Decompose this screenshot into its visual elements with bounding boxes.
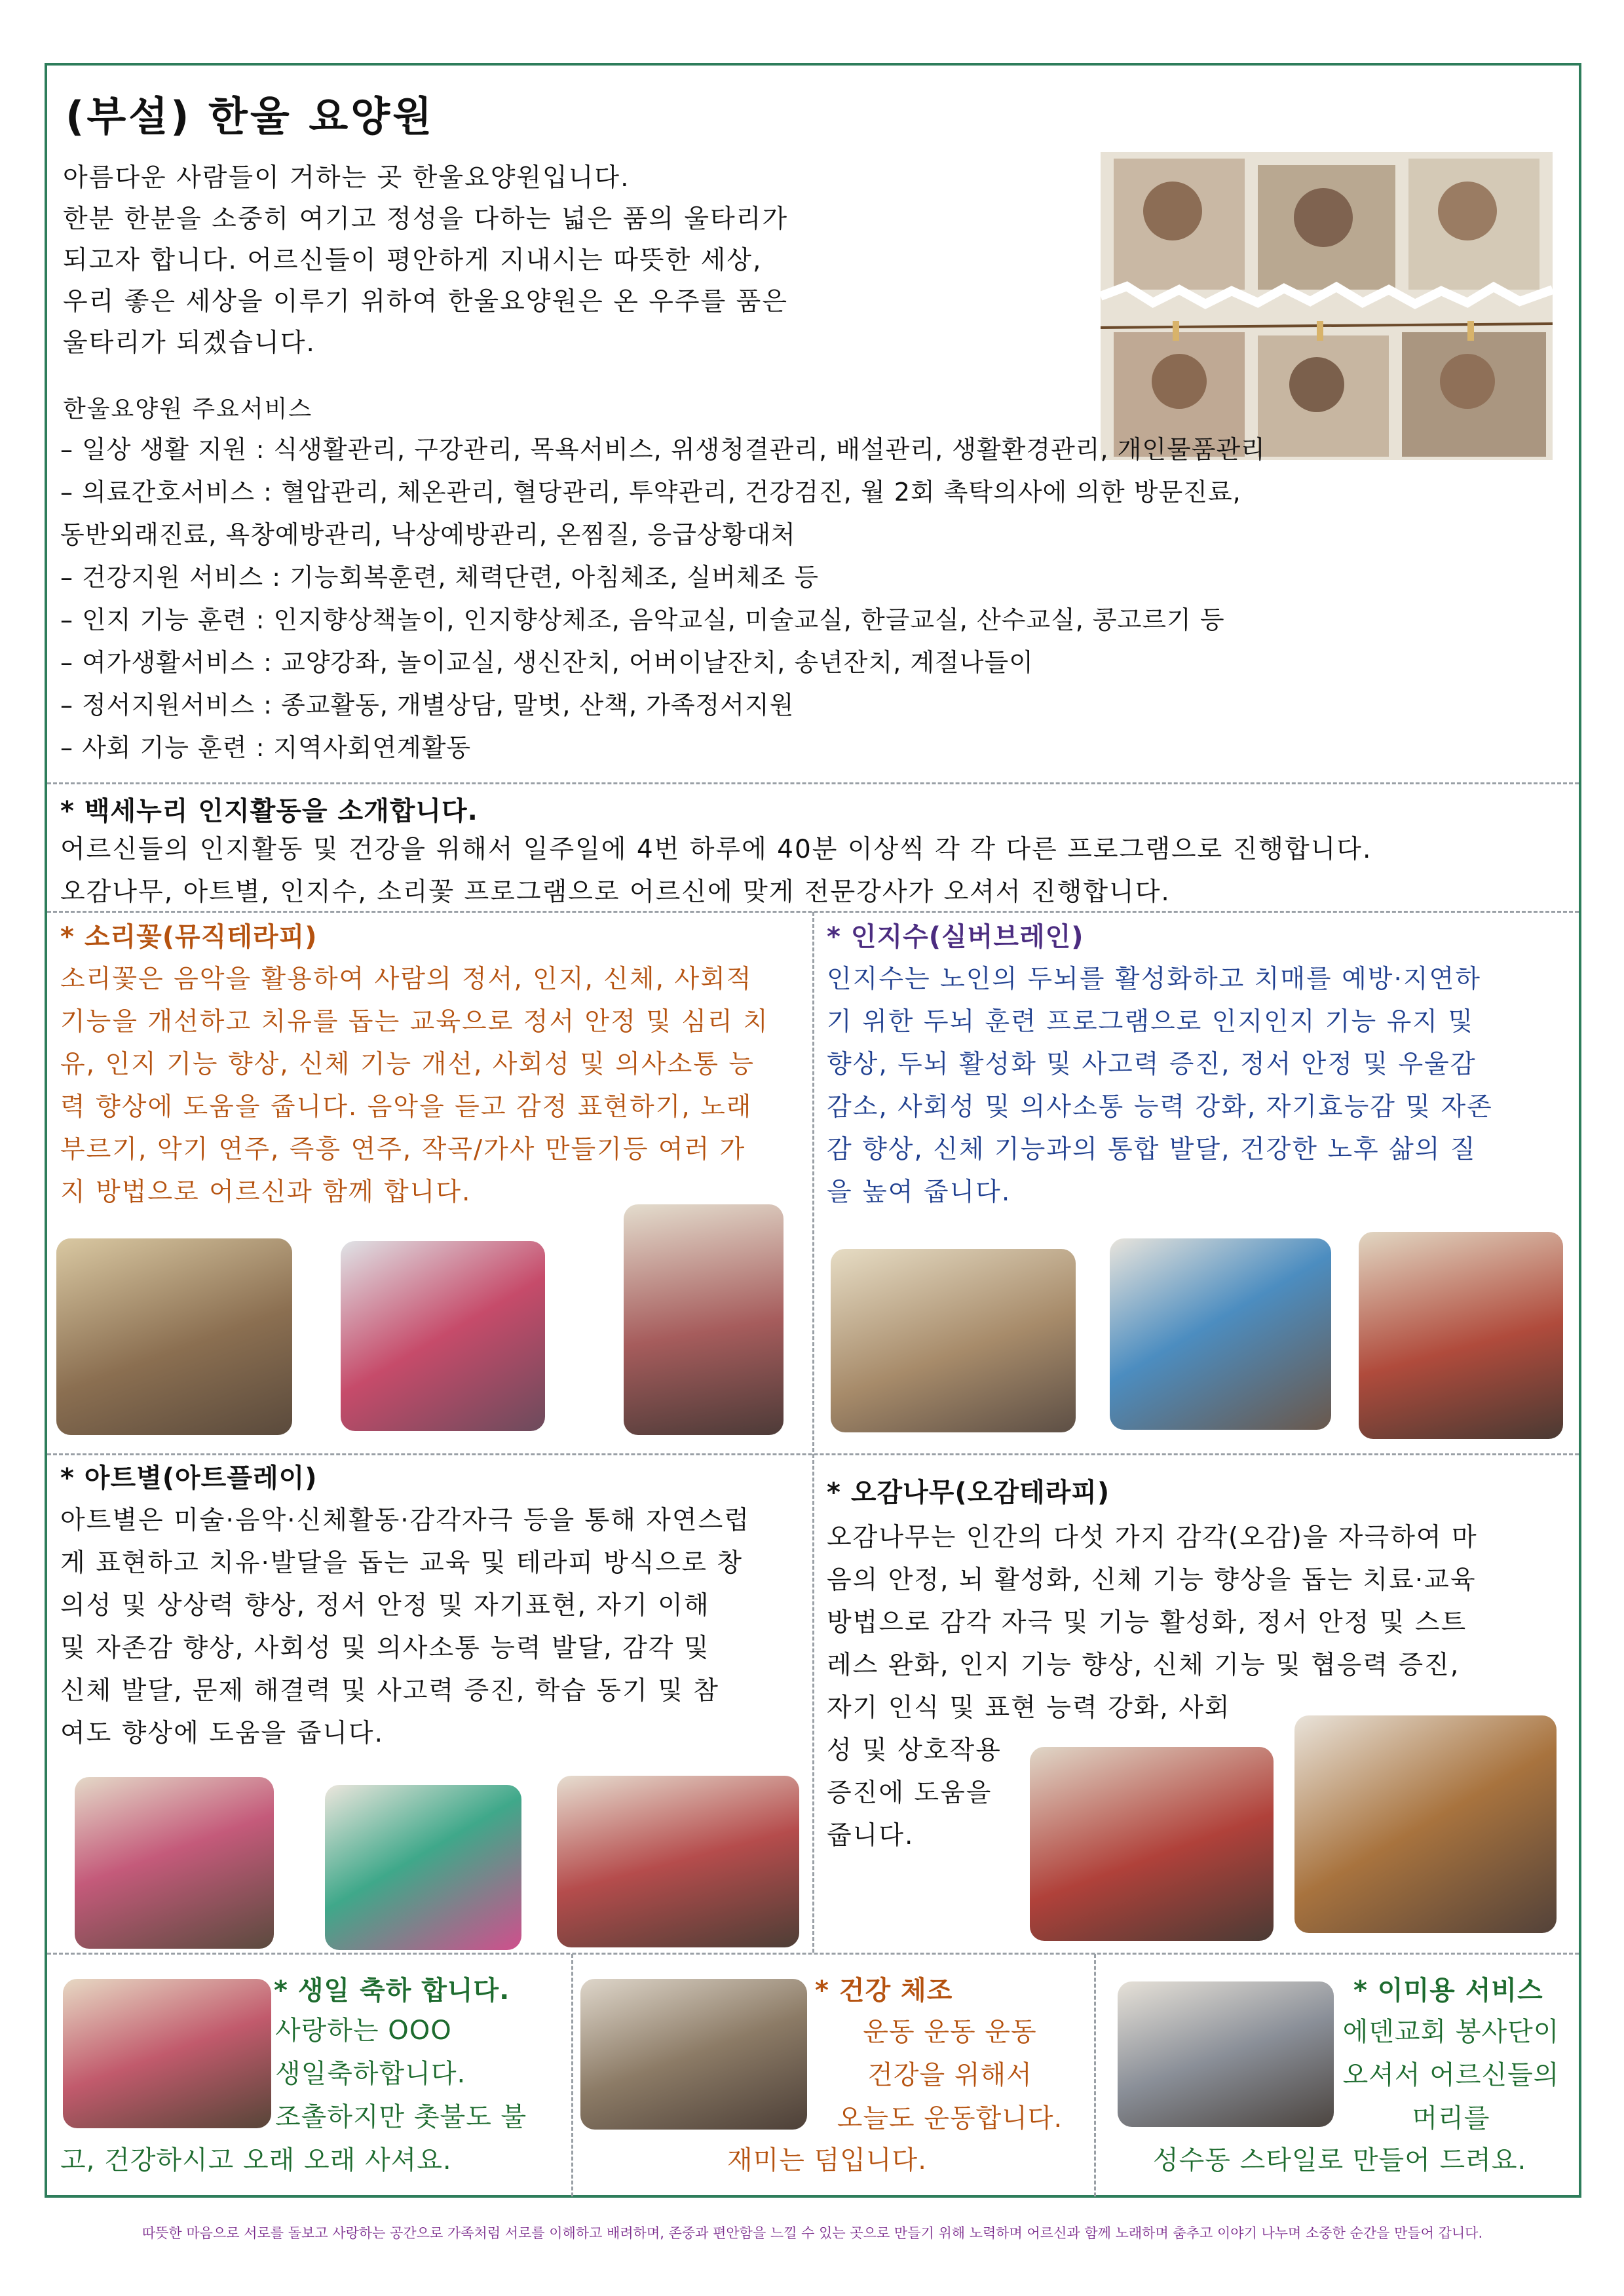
brain-training-photo — [831, 1249, 1076, 1432]
injisu-line: 인지수는 노인의 두뇌를 활성화하고 치매를 예방·지연하 — [827, 965, 1481, 994]
beauty-heading: * 이미용 서비스 — [1353, 1976, 1543, 2006]
birthday-photo — [63, 1979, 271, 2128]
ogamnamu-line: 방법으로 감각 자극 및 기능 활성화, 정서 안정 및 스트 — [827, 1608, 1467, 1637]
cognitive-text — [60, 828, 1372, 913]
art-play-photo — [75, 1777, 274, 1949]
ogamnamu-line: 줍니다. — [827, 1821, 915, 1850]
birthday-line: 생일축하합니다. — [275, 2059, 466, 2089]
service-item: – 여가생활서비스 : 교양강좌, 놀이교실, 생신잔치, 어버이날잔치, 송년잔치, 계절나들이 — [60, 648, 1034, 677]
birthday-last-line: 고, 건강하시고 오래 오래 사셔요. — [60, 2145, 452, 2175]
exercise-line: 운동 운동 운동 — [863, 2017, 1037, 2047]
ogamnamu-line: 레스 완화, 인지 기능 향상, 신체 기능 및 협응력 증진, — [827, 1651, 1460, 1680]
sorikkot-line: 력 향상에 도움을 줍니다. 음악을 듣고 감정 표현하기, 노래 — [60, 1092, 753, 1122]
intro-line: 우리 좋은 세상을 이루기 위하여 한울요양원은 온 우주를 품은 — [63, 287, 789, 316]
artbyeol-heading: * 아트별(아트플레이) — [60, 1463, 318, 1493]
divider — [47, 1953, 1579, 1955]
music-therapy-photo — [56, 1238, 292, 1435]
brain-training-photo — [1359, 1232, 1563, 1439]
injisu-line: 을 높여 줍니다. — [827, 1177, 1011, 1207]
music-therapy-photo — [624, 1204, 784, 1435]
injisu-line: 향상, 두뇌 활성화 및 사고력 증진, 정서 안정 및 우울감 — [827, 1050, 1477, 1079]
intro-paragraph — [63, 157, 888, 364]
sensory-therapy-photo — [1294, 1715, 1557, 1933]
brain-training-photo — [1110, 1238, 1331, 1430]
artbyeol-line: 아트별은 미술·음악·신체활동·감각자극 등을 통해 자연스럽 — [60, 1506, 750, 1535]
service-item: – 인지 기능 훈련 : 인지향상책놀이, 인지향상체조, 음악교실, 미술교실, 한글교실, 산수교실, 콩고르기 등 — [60, 605, 1225, 634]
artbyeol-line: 및 자존감 향상, 사회성 및 의사소통 능력 발달, 감각 및 — [60, 1634, 710, 1663]
birthday-heading: * 생일 축하 합니다. — [274, 1976, 510, 2006]
exercise-photo — [580, 1979, 807, 2130]
birthday-line: 사랑하는 OOO — [275, 2016, 452, 2046]
sorikkot-line: 부르기, 악기 연주, 즉흥 연주, 작곡/가사 만들기등 여러 가 — [60, 1135, 746, 1164]
ogamnamu-line: 자기 인식 및 표현 능력 강화, 사회 — [827, 1693, 1231, 1723]
cognitive-heading: * 백세누리 인지활동을 소개합니다. — [60, 796, 478, 826]
ogamnamu-line: 증진에 도움을 — [827, 1778, 992, 1808]
service-item: – 정서지원서비스 : 종교활동, 개별상담, 말벗, 산책, 가족정서지원 — [60, 691, 795, 719]
sorikkot-line: 지 방법으로 어르신과 함께 합니다. — [60, 1177, 472, 1207]
intro-line: 울타리가 되겠습니다. — [63, 328, 316, 358]
exercise-text — [806, 2010, 1094, 2140]
footer-text: 따뜻한 마음으로 서로를 돌보고 사랑하는 공간으로 가족처럼 서로를 이해하고 배려하며, 존중과 편안함을 느낄 수 있는 곳으로 만들기 위해 노력하며 어르신과 함께 노래하며 춤추고 이야기 나누며 소중한 순간을 만들어 갑니다. — [142, 2225, 1483, 2241]
sensory-therapy-photo — [1030, 1747, 1274, 1941]
intro-line: 되고자 합니다. 어르신들이 평안하게 지내시는 따뜻한 세상, — [63, 246, 763, 275]
column-divider — [1094, 1954, 1096, 2196]
intro-line: 아름다운 사람들이 거하는 곳 한울요양원입니다. — [63, 163, 630, 193]
service-item: – 건강지원 서비스 : 기능회복훈련, 체력단련, 아침체조, 실버체조 등 — [60, 563, 820, 592]
service-item: 동반외래진료, 욕창예방관리, 낙상예방관리, 온찜질, 응급상황대처 — [60, 520, 796, 549]
ogamnamu-line: 음의 안정, 뇌 활성화, 신체 기능 향상을 돕는 치료·교육 — [827, 1565, 1477, 1595]
exercise-heading: * 건강 체조 — [815, 1976, 953, 2006]
intro-line: 한분 한분을 소중히 여기고 정성을 다하는 넓은 품의 울타리가 — [63, 204, 789, 234]
artbyeol-line: 의성 및 상상력 향상, 정서 안정 및 자기표현, 자기 이해 — [60, 1591, 710, 1620]
beauty-line: 에덴교회 봉사단이 — [1342, 2017, 1560, 2047]
clothesline-photo-collage — [1101, 152, 1553, 460]
beauty-text — [1330, 2010, 1572, 2140]
sorikkot-heading: * 소리꽃(뮤직테라피) — [60, 922, 318, 952]
artbyeol-text — [60, 1499, 750, 1755]
exercise-last-line: 재미는 덤입니다. — [727, 2145, 927, 2175]
services-title: 한울요양원 주요서비스 — [63, 396, 313, 423]
beauty-line: 오셔서 어르신들의 — [1342, 2060, 1560, 2090]
sorikkot-text — [60, 958, 769, 1214]
sorikkot-line: 소리꽃은 음악을 활용하여 사람의 정서, 인지, 신체, 사회적 — [60, 965, 753, 994]
ogamnamu-heading: * 오감나무(오감테라피) — [827, 1478, 1110, 1508]
cognitive-line: 오감나무, 아트별, 인지수, 소리꽃 프로그램으로 어르신에 맞게 전문강사가 오셔서 진행합니다. — [60, 877, 1171, 907]
exercise-line: 건강을 위해서 — [867, 2060, 1032, 2090]
birthday-line: 조촐하지만 촛불도 불 — [275, 2102, 527, 2132]
birthday-text — [275, 2009, 527, 2139]
page-title: (부설) 한울 요양원 — [66, 92, 435, 140]
sorikkot-line: 기능을 개선하고 치유를 돕는 교육으로 정서 안정 및 심리 치 — [60, 1007, 769, 1037]
injisu-line: 기 위한 두뇌 훈련 프로그램으로 인지인지 기능 유지 및 — [827, 1007, 1475, 1037]
column-divider — [571, 1954, 573, 2196]
injisu-line: 감소, 사회성 및 의사소통 능력 강화, 자기효능감 및 자존 — [827, 1092, 1493, 1122]
music-therapy-photo — [341, 1241, 545, 1431]
column-divider — [812, 912, 814, 1953]
art-play-photo — [325, 1785, 521, 1950]
sorikkot-line: 유, 인지 기능 향상, 신체 기능 개선, 사회성 및 의사소통 능 — [60, 1050, 755, 1079]
divider — [47, 1453, 1579, 1455]
injisu-heading: * 인지수(실버브레인) — [827, 922, 1084, 952]
service-item: – 일상 생활 지원 : 식생활관리, 구강관리, 목욕서비스, 위생청결관리, 배설관리, 생활환경관리, 개인물품관리 — [60, 435, 1266, 464]
injisu-line: 감 향상, 신체 기능과의 통합 발달, 건강한 노후 삶의 질 — [827, 1135, 1477, 1164]
service-item: – 의료간호서비스 : 혈압관리, 체온관리, 혈당관리, 투약관리, 건강검진, 월 2회 촉탁의사에 의한 방문진료, — [60, 478, 1241, 507]
ogamnamu-line: 성 및 상호작용 — [827, 1736, 1002, 1765]
artbyeol-line: 신체 발달, 문제 해결력 및 사고력 증진, 학습 동기 및 참 — [60, 1676, 719, 1706]
artbyeol-line: 게 표현하고 치유·발달을 돕는 교육 및 테라피 방식으로 창 — [60, 1548, 744, 1578]
ogamnamu-line: 오감나무는 인간의 다섯 가지 감각(오감)을 자극하여 마 — [827, 1523, 1478, 1552]
artbyeol-line: 여도 향상에 도움을 줍니다. — [60, 1719, 385, 1748]
service-item: – 사회 기능 훈련 : 지역사회연계활동 — [60, 733, 472, 762]
beauty-last-line: 성수동 스타일로 만들어 드려요. — [1153, 2145, 1527, 2175]
photo-collage-graphic — [1101, 152, 1553, 460]
services-list — [60, 429, 1567, 769]
exercise-line: 오늘도 운동합니다. — [837, 2103, 1063, 2133]
haircut-photo — [1118, 1981, 1334, 2127]
art-play-photo — [557, 1776, 799, 1947]
injisu-text — [827, 958, 1493, 1214]
cognitive-line: 어르신들의 인지활동 및 건강을 위해서 일주일에 4번 하루에 40분 이상씩 각 각 다른 프로그램으로 진행합니다. — [60, 835, 1372, 864]
beauty-line: 머리를 — [1412, 2103, 1490, 2133]
divider — [47, 782, 1579, 784]
